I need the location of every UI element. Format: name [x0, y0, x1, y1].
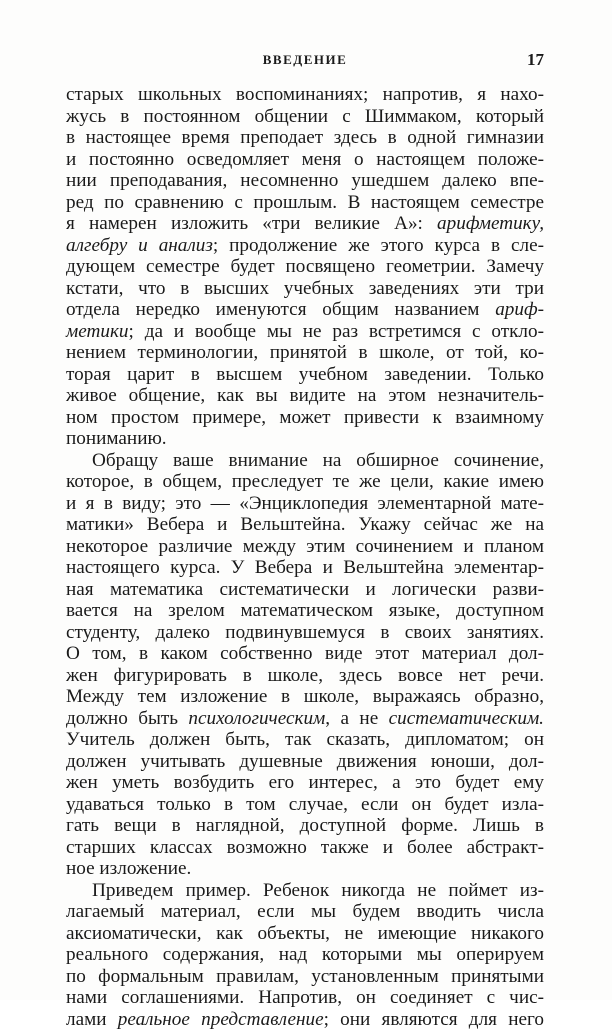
text-line: Приведем пример. Ребенок никогда не поймет из-: [66, 880, 544, 902]
text-line: и постоянно осведомляет меня о настоящем положе-: [66, 149, 544, 171]
text-line: нением терминологии, принятой в школе, от той, ко-: [66, 342, 544, 364]
text-line: настоящего курса. У Вебера и Вельштейна элементар-: [66, 557, 544, 579]
text-line: ная математика систематически и логически разви-: [66, 579, 544, 601]
text-line: пониманию.: [66, 428, 544, 450]
text-line: торая царит в высшем учебном заведении. Только: [66, 364, 544, 386]
text-line: старых школьных воспоминаниях; напротив, я нахо-: [66, 84, 544, 106]
paragraph-1: [66, 84, 544, 450]
text-line: гать вещи в наглядной, доступной форме. Лишь в: [66, 815, 544, 837]
text-line: алгебру и анализ; продолжение же этого курса в сле-: [66, 235, 544, 257]
text-line: кстати, что в высших учебных заведениях эти три: [66, 278, 544, 300]
text-line: старших классах возможно также и более абстракт-: [66, 837, 544, 859]
paragraph-3: [66, 880, 544, 1030]
text-line: Между тем изложение в школе, выражаясь образно,: [66, 686, 544, 708]
text-line: Обращу ваше внимание на обширное сочинение,: [66, 450, 544, 472]
chapter-title: ВВЕДЕНИЕ: [66, 52, 544, 68]
text-line: отдела нередко именуются общим названием ариф-: [66, 299, 544, 321]
text-line: некоторое различие между этим сочинением и планом: [66, 536, 544, 558]
text-line: реального содержания, над которыми мы оперируем: [66, 944, 544, 966]
text-line: которое, в общем, преследует те же цели, какие имею: [66, 471, 544, 493]
text-line: нии преподавания, несомненно ушедшем далеко впе-: [66, 170, 544, 192]
text-line: ред по сравнению с прошлым. В настоящем семестре: [66, 192, 544, 214]
text-line: ное изложение.: [66, 858, 544, 880]
paragraph-2: [66, 450, 544, 880]
text-line: О том, в каком собственно виде этот материал дол-: [66, 643, 544, 665]
text-line: жен уметь возбудить его интерес, а это будет ему: [66, 772, 544, 794]
text-line: студенту, далеко подвинувшемуся в своих занятиях.: [66, 622, 544, 644]
running-head: [66, 50, 544, 74]
text-line: ном простом примере, может привести к взаимному: [66, 407, 544, 429]
text-line: жусь в постоянном общении с Шиммаком, который: [66, 106, 544, 128]
text-line: метики; да и вообще мы не раз встретимся с откло-: [66, 321, 544, 343]
text-line: матики» Вебера и Вельштейна. Укажу сейчас же на: [66, 514, 544, 536]
text-line: Учитель должен быть, так сказать, дипломатом; он: [66, 729, 544, 751]
text-line: аксиоматически, как объекты, не имеющие никакого: [66, 923, 544, 945]
text-line: живое общение, как вы видите на этом незначитель-: [66, 385, 544, 407]
text-line: дующем семестре будет посвящено геометрии. Замечу: [66, 256, 544, 278]
text-line: лами реальное представление; они являются для него: [66, 1009, 544, 1030]
text-line: и я в виду; это — «Энциклопедия элементарной мате-: [66, 493, 544, 515]
body-text: [66, 84, 544, 1030]
text-line: я намерен изложить «три великие А»: арифметику,: [66, 213, 544, 235]
text-line: нами соглашениями. Напротив, он соединяет с чис-: [66, 987, 544, 1009]
text-line: в настоящее время преподает здесь в одной гимназии: [66, 127, 544, 149]
text-line: по формальным правилам, установленным принятыми: [66, 966, 544, 988]
text-line: должно быть психологическим, а не систематическим.: [66, 708, 544, 730]
text-line: жен фигурировать в школе, здесь вовсе нет речи.: [66, 665, 544, 687]
text-line: должен учитывать душевные движения юноши, дол-: [66, 751, 544, 773]
text-line: вается на зрелом математическом языке, доступном: [66, 600, 544, 622]
text-line: удаваться только в том случае, если он будет изла-: [66, 794, 544, 816]
text-line: лагаемый материал, если мы будем вводить числа: [66, 901, 544, 923]
page-number: 17: [527, 50, 544, 70]
